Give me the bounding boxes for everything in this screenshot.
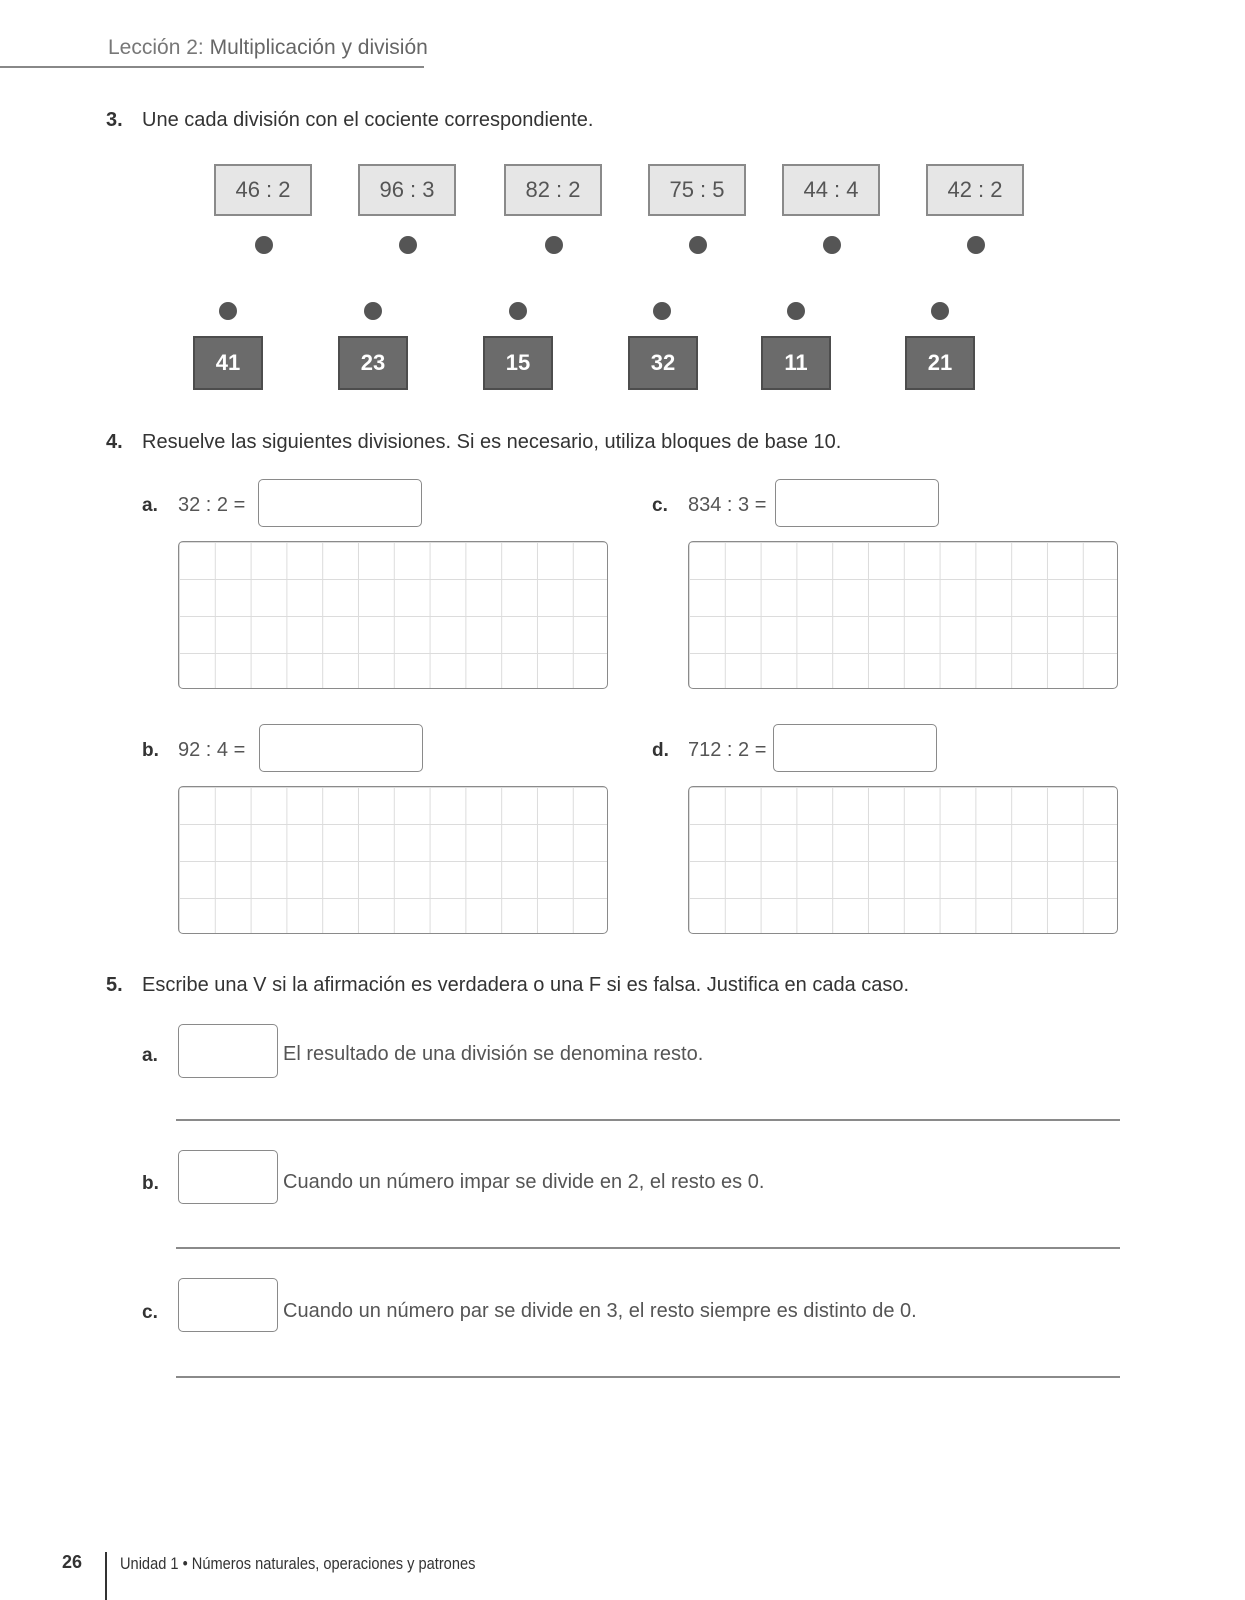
division-box-5: 44 : 4 [782,164,880,216]
footer-divider [105,1552,107,1600]
quotient-box-5: 11 [761,336,831,390]
lesson-title: Multiplicación y división [209,36,428,59]
quotient-connector-dot-2[interactable] [364,302,382,320]
item-5a-true-false-box[interactable] [178,1024,278,1078]
quotient-box-6: 21 [905,336,975,390]
division-box-6: 42 : 2 [926,164,1024,216]
item-5a-justification-line[interactable] [176,1119,1120,1121]
item-4d-answer-box[interactable] [773,724,937,772]
lesson-header [108,36,428,60]
quotient-connector-dot-3[interactable] [509,302,527,320]
item-4d-expression: 712 : 2 = [688,739,767,761]
page-number: 26 [62,1552,83,1572]
item-5a-statement: El resultado de una división se denomina resto. [283,1043,704,1065]
item-5c-statement: Cuando un número par se divide en 3, el resto siempre es distinto de 0. [283,1300,917,1322]
division-connector-dot-6[interactable] [967,236,985,254]
item-4a-letter: a. [142,495,158,516]
item-5c-letter: c. [142,1302,158,1323]
division-box-2: 96 : 3 [358,164,456,216]
item-4c-answer-box[interactable] [775,479,939,527]
division-connector-dot-5[interactable] [823,236,841,254]
quotient-box-3: 15 [483,336,553,390]
quotient-box-2: 23 [338,336,408,390]
quotient-box-4: 32 [628,336,698,390]
item-4b-letter: b. [142,740,159,761]
item-4b-expression: 92 : 4 = [178,739,246,761]
quotient-connector-dot-4[interactable] [653,302,671,320]
item-4c-expression: 834 : 3 = [688,494,767,516]
item-5a-letter: a. [142,1045,158,1066]
item-5b-justification-line[interactable] [176,1247,1120,1249]
division-connector-dot-4[interactable] [689,236,707,254]
lesson-prefix: Lección 2: [108,36,204,59]
item-5c-true-false-box[interactable] [178,1278,278,1332]
division-connector-dot-2[interactable] [399,236,417,254]
footer-unit-title: Unidad 1 • Números naturales, operaciones y patrones [120,1554,476,1573]
header-divider [0,66,424,68]
item-4c-work-grid[interactable] [688,541,1118,689]
item-5c-justification-line[interactable] [176,1376,1120,1378]
item-4b-work-grid[interactable] [178,786,608,934]
item-5b-true-false-box[interactable] [178,1150,278,1204]
division-box-3: 82 : 2 [504,164,602,216]
quotient-box-1: 41 [193,336,263,390]
item-4a-answer-box[interactable] [258,479,422,527]
item-4d-letter: d. [652,740,669,761]
quotient-connector-dot-6[interactable] [931,302,949,320]
question-5-number: 5. [106,974,123,996]
question-3-prompt: Une cada división con el cociente correspondiente. [142,109,594,131]
question-4-prompt: Resuelve las siguientes divisiones. Si es necesario, utiliza bloques de base 10. [142,431,842,453]
item-4b-answer-box[interactable] [259,724,423,772]
division-box-4: 75 : 5 [648,164,746,216]
item-4d-work-grid[interactable] [688,786,1118,934]
division-connector-dot-1[interactable] [255,236,273,254]
question-5-prompt: Escribe una V si la afirmación es verdadera o una F si es falsa. Justifica en cada caso. [142,974,910,996]
item-4a-work-grid[interactable] [178,541,608,689]
quotient-connector-dot-1[interactable] [219,302,237,320]
item-4c-letter: c. [652,495,668,516]
division-connector-dot-3[interactable] [545,236,563,254]
item-4a-expression: 32 : 2 = [178,494,246,516]
question-4-number: 4. [106,431,123,453]
division-box-1: 46 : 2 [214,164,312,216]
item-5b-statement: Cuando un número impar se divide en 2, el resto es 0. [283,1171,765,1193]
item-5b-letter: b. [142,1173,159,1194]
question-3-number: 3. [106,109,123,131]
quotient-connector-dot-5[interactable] [787,302,805,320]
